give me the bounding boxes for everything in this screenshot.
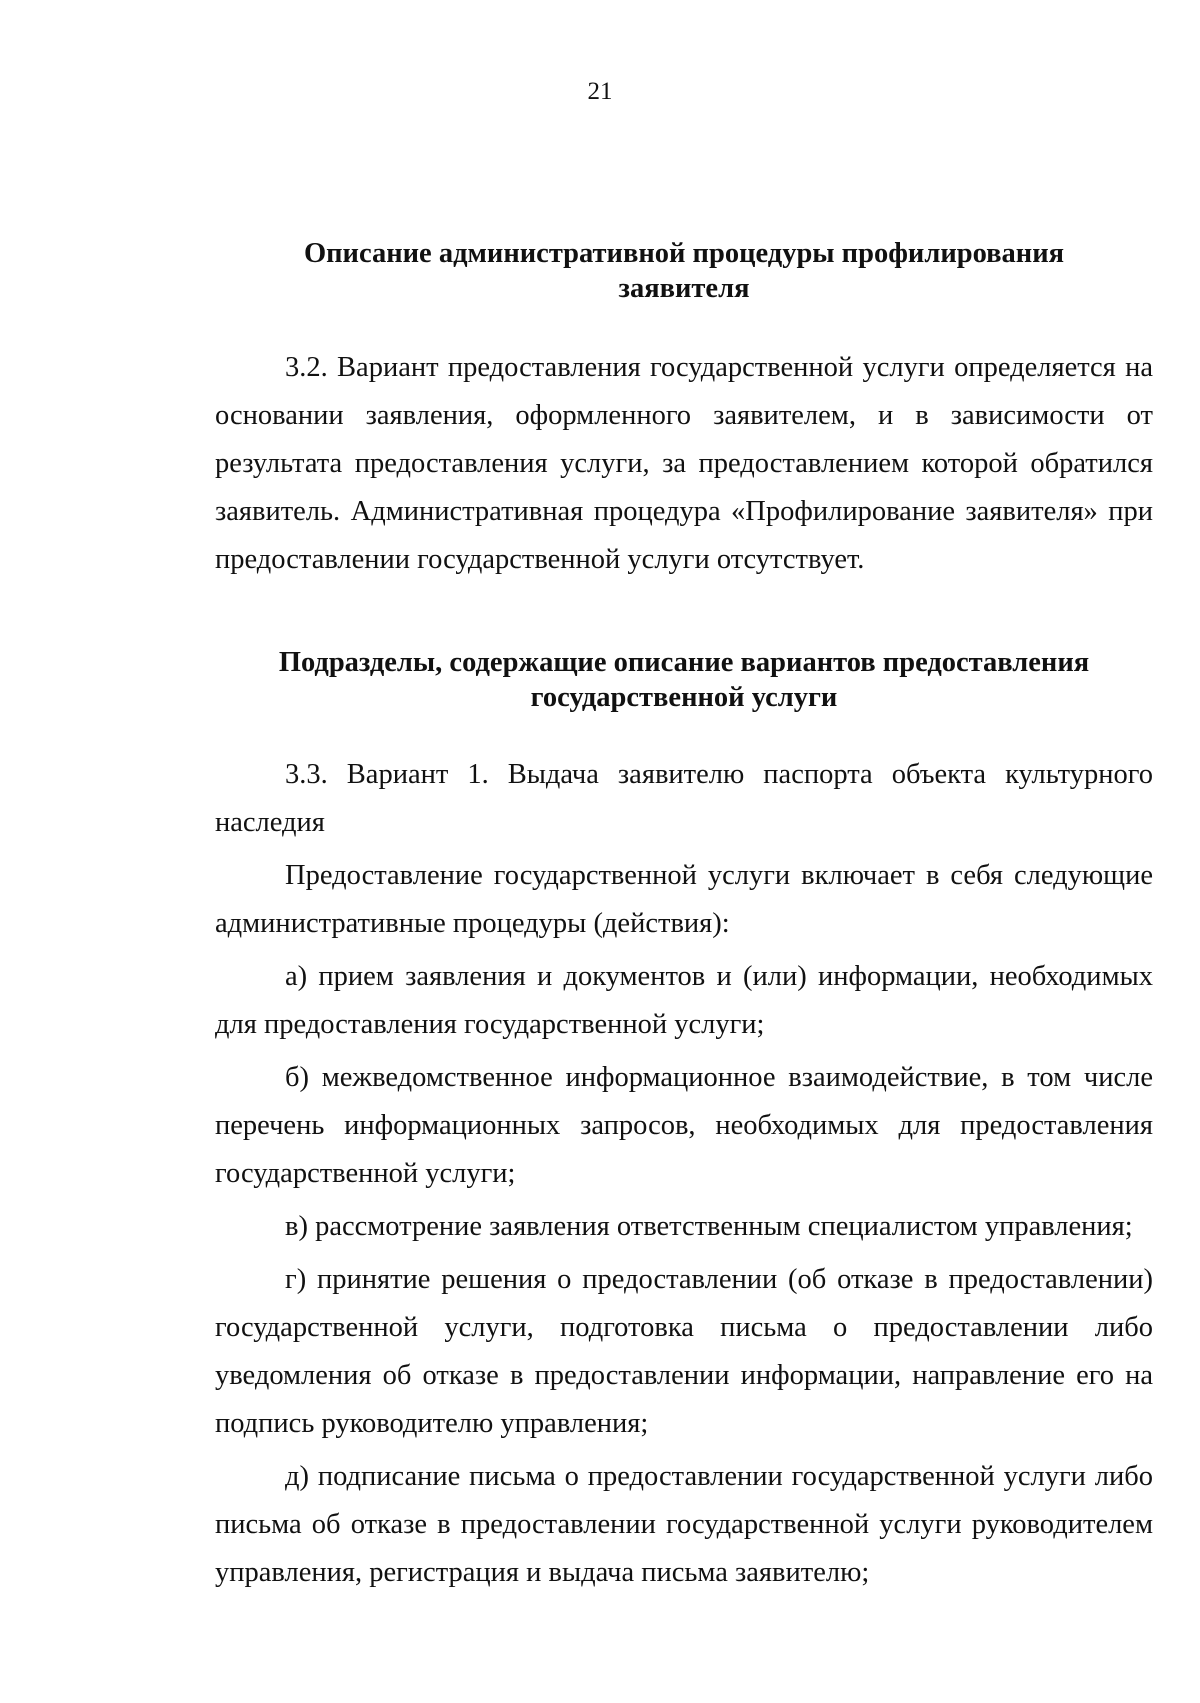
list-item-v: в) рассмотрение заявления ответственным специалистом управления; xyxy=(285,1211,1133,1242)
paragraph-intro: Предоставление государственной услуги включает в себя следующие административные процедуры (действия): xyxy=(215,860,1153,939)
list-item-d: д) подписание письма о предоставлении государственной услуги либо письма об отказе в предоставлении государственной услуги руководителем управления, регистрация и выдача письма заявителю; xyxy=(215,1461,1153,1588)
section-body-profiling xyxy=(215,344,1153,584)
heading-line: Подразделы, содержащие описание вариантов предоставления xyxy=(278,647,1090,678)
paragraph-3-3: 3.3. Вариант 1. Выдача заявителю паспорта объекта культурного наследия xyxy=(215,759,1153,838)
heading-line: заявителя xyxy=(618,273,750,304)
list-item-a: а) прием заявления и документов и (или) информации, необходимых для предоставления государственной услуги; xyxy=(215,961,1153,1040)
paragraph-3-2: 3.2. Вариант предоставления государственной услуги определяется на основании заявления, оформленного заявителем, и в зависимости от результата предоставления услуги, за предоставлением которой обратился заявитель. Административная процедура «Профилирование заявителя» при предоставлении государственной услуги отсутствует. xyxy=(215,352,1153,575)
list-item-g: г) принятие решения о предоставлении (об отказе в предоставлении) государственной услуги, подготовка письма о предоставлении либо уведомления об отказе в предоставлении информации, направление его на подпись руководителю управления; xyxy=(215,1264,1153,1439)
heading-line: Описание административной процедуры профилирования xyxy=(303,238,1065,269)
section-heading-variants xyxy=(215,645,1153,715)
heading-line: государственной услуги xyxy=(530,682,838,713)
section-body-variants xyxy=(215,751,1153,1602)
page-number: 21 xyxy=(587,78,613,105)
section-heading-profiling xyxy=(215,236,1153,306)
list-item-b: б) межведомственное информационное взаимодействие, в том числе перечень информационных запросов, необходимых для предоставления государственной услуги; xyxy=(215,1062,1153,1189)
